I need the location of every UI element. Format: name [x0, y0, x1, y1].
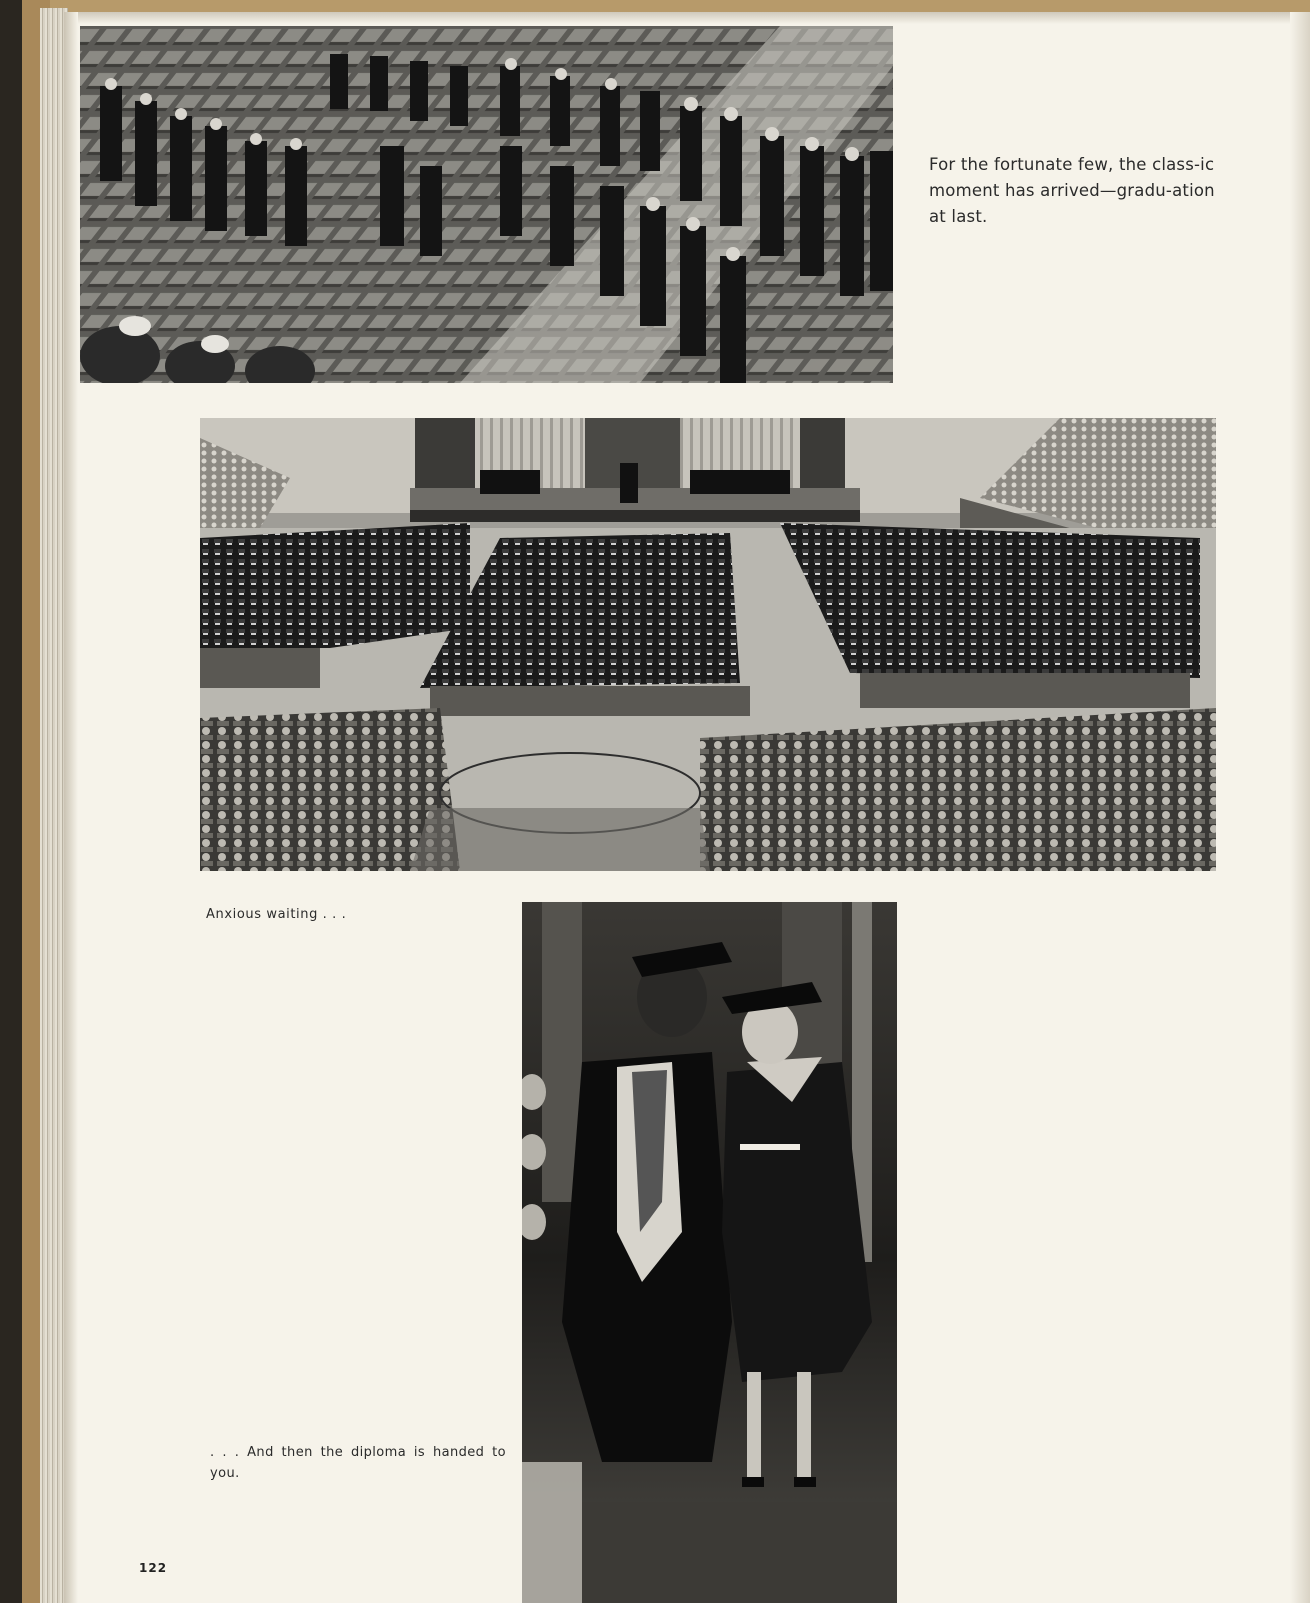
- diploma-photo: [522, 902, 897, 1603]
- procession-photo: [80, 26, 893, 383]
- hall-photo: [200, 418, 1216, 871]
- caption-graduation: For the fortunate few, the class-ic moment has arrived—gradu-ation at last.: [929, 155, 1215, 226]
- page-number: 122: [139, 1561, 168, 1575]
- caption-anxious: Anxious waiting . . .: [206, 907, 347, 922]
- caption-diploma: . . . And then the diploma is handed to you.: [210, 1445, 506, 1481]
- book-spine-shadow: [0, 0, 22, 1603]
- yearbook-page: [64, 12, 1310, 1603]
